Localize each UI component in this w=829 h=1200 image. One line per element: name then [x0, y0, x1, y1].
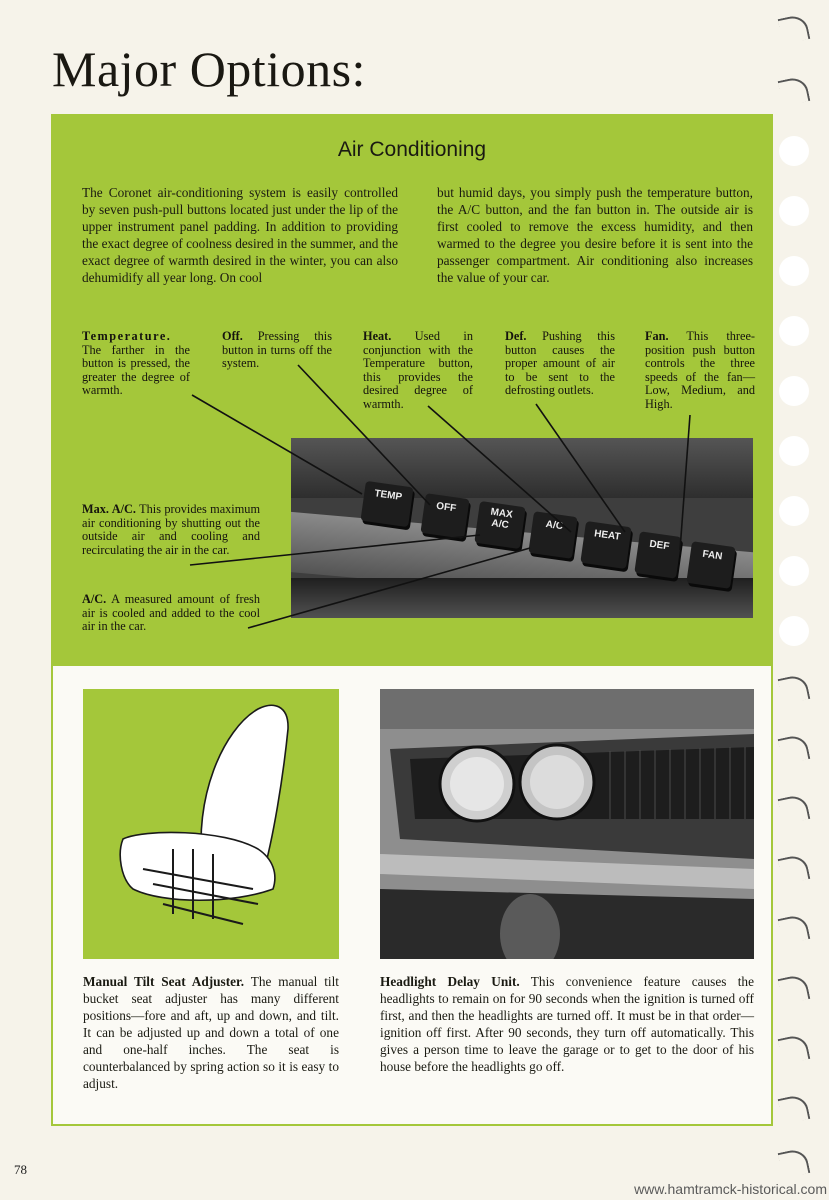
seat-caption-title: Manual Tilt Seat Adjuster. [83, 974, 245, 989]
seat-caption [83, 973, 339, 1092]
seat-caption-text: The manual tilt bucket seat adjuster has many different positions—fore and aft, up and down, and tilt. It can be adjusted up and down a total of one and one-half inches. The seat is counterbalanced by spring action so it is easy to adjust. [83, 974, 339, 1091]
max-ac-text: This provides maximum air conditioning by shutting out the outside air and cooling and recirculating the air in the car. [82, 502, 261, 557]
heat-knob: HEAT [580, 521, 631, 569]
binder-ring [778, 75, 811, 106]
def-label: Def. [505, 329, 527, 343]
heat-label: Heat. [363, 329, 392, 343]
binder-ring [778, 793, 811, 824]
page-title: Major Options: [52, 41, 366, 97]
binder-ring [778, 673, 811, 704]
watermark-url: www.hamtramck-historical.com [634, 1181, 827, 1197]
off-knob: OFF [420, 493, 469, 539]
binder-ring [778, 1033, 811, 1064]
binder-hole [779, 256, 809, 286]
binder-hole [779, 196, 809, 226]
headlight-photo [380, 689, 754, 959]
binder-ring [778, 973, 811, 1004]
intro-text-left: The Coronet air-conditioning system is easily controlled by seven push-pull buttons located just under the lip of the upper instrument panel padding. In addition to providing the exact degree of coolness desired in the summer, and the exact degree of warmth desired in the winter, you can also dehumidify all year long. On cool [82, 185, 398, 285]
def-description [505, 330, 615, 398]
headlight-caption-text: This convenience feature causes the headlights to remain on for 90 seconds when the ignition is turned off first, and then the headlights are turned off. It must be in that order—ignition off first. After 90 seconds, they turn off automatically. This gives a person time to leave the garage or to get to the door of his house before the headlights go off. [380, 974, 754, 1074]
temperature-text: The farther in the button is pressed, the greater the degree of warmth. [82, 342, 190, 398]
binder-ring [778, 733, 811, 764]
max-ac-knob: MAX A/C [474, 501, 525, 549]
ac-knob: A/C [528, 511, 577, 559]
off-label: Off. [222, 329, 243, 343]
off-description [222, 330, 332, 371]
bucket-seat-illustration [83, 689, 339, 959]
air-conditioning-panel [51, 114, 773, 666]
ac-description [82, 593, 260, 634]
headlight-caption-title: Headlight Delay Unit. [380, 974, 520, 989]
temperature-description [82, 330, 190, 398]
binder-hole [779, 496, 809, 526]
binder-ring [778, 913, 811, 944]
fan-text: This three-position push button controls the three speeds of the fan—Low, Medium, and High. [645, 329, 756, 411]
max-ac-label: Max. A/C. [82, 502, 136, 516]
ac-label: A/C. [82, 592, 107, 606]
max-ac-description [82, 503, 260, 557]
binder-hole [779, 376, 809, 406]
ac-control-console-photo [291, 438, 753, 618]
fan-knob: FAN [686, 541, 735, 589]
page-number: 78 [14, 1162, 27, 1177]
binder-hole [779, 316, 809, 346]
off-text: Pressing this button in turns off the system. [222, 329, 332, 371]
binder-ring [778, 1147, 811, 1178]
temp-knob: TEMP [360, 481, 413, 527]
fan-description [645, 330, 755, 412]
binder-hole [779, 616, 809, 646]
air-conditioning-heading: Air Conditioning [337, 138, 487, 161]
binder-hole [779, 556, 809, 586]
temperature-label: Temperature. [82, 329, 172, 343]
def-knob: DEF [634, 531, 681, 578]
headlight-caption [380, 973, 754, 1075]
heat-description [363, 330, 473, 412]
fan-label: Fan. [645, 329, 669, 343]
binder-ring [778, 853, 811, 884]
binder-ring [778, 13, 811, 44]
intro-text-right: but humid days, you simply push the temperature button, the A/C button, and the fan button in. The outside air is first cooled to remove the excess humidity, and then warmed to the degree you desire before it is sent into the passenger compartment. Air conditioning also increases the value of your car. [437, 185, 753, 285]
def-text: Pushing this button causes the proper amount of air to be sent to the defrosting outlets. [505, 329, 615, 398]
binder-hole [779, 136, 809, 166]
binder-ring [778, 1093, 811, 1124]
heat-text: Used in conjunction with the Temperature button, this provides the desired degree of warmth. [363, 329, 473, 411]
ac-text: A measured amount of fresh air is cooled and added to the cool air in the car. [82, 592, 260, 634]
binder-hole [779, 436, 809, 466]
